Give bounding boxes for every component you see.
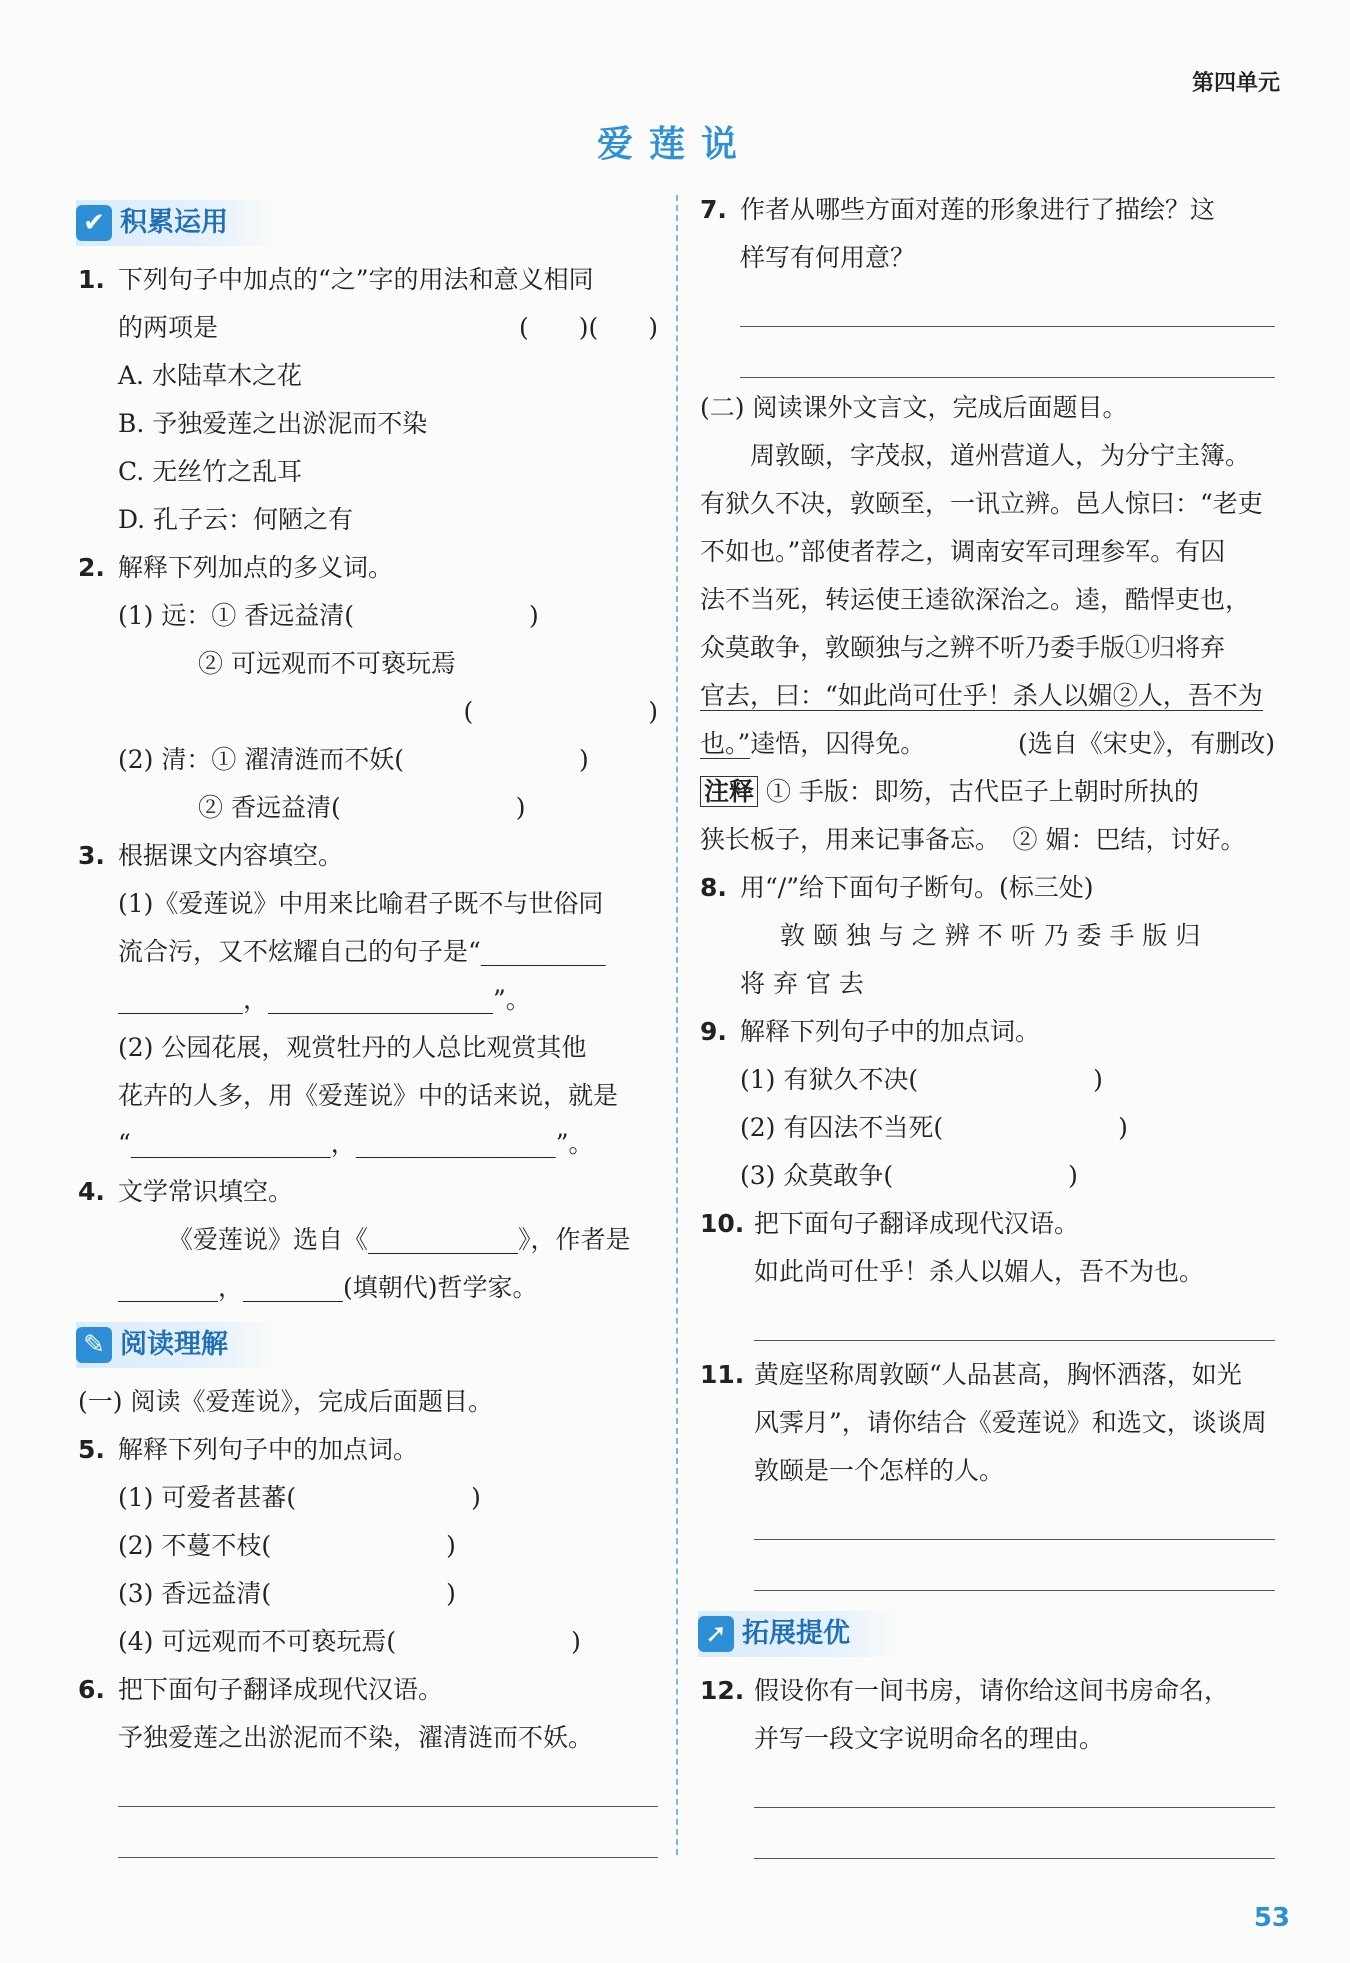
page-number: 53 <box>1253 1903 1290 1933</box>
left-column <box>78 196 658 1864</box>
question-text: 用“/”给下面句子断句。(标三处) <box>740 873 1094 902</box>
question-8 <box>700 864 1275 912</box>
question-text: 黄庭坚称周敦颐“人品甚高，胸怀洒落，如光 <box>754 1360 1242 1389</box>
q4-blank[interactable]: 《爱莲说》选自《____________》，作者是 <box>168 1225 631 1254</box>
q5-item[interactable]: (1) 可爱者甚蕃( ) <box>118 1483 481 1512</box>
question-text: 风霁月”，请你结合《爱莲说》和选文，谈谈周 <box>754 1408 1267 1437</box>
question-text: 把下面句子翻译成现代汉语。 <box>118 1675 444 1704</box>
q3-text: 花卉的人多，用《爱莲说》中的话来说，就是 <box>118 1081 619 1110</box>
answer-line[interactable] <box>754 1763 1275 1808</box>
answer-line[interactable] <box>740 282 1275 327</box>
question-5 <box>78 1426 658 1474</box>
question-number: 8. <box>700 873 727 902</box>
question-number: 10. <box>700 1209 745 1238</box>
question-number: 12. <box>700 1676 745 1705</box>
q4-blank[interactable]: ________，________(填朝代)哲学家。 <box>118 1273 538 1302</box>
source-citation: (选自《宋史》，有删改) <box>1017 729 1275 758</box>
section-label: 积累运用 <box>120 207 228 238</box>
question-text: 的两项是 <box>118 313 219 342</box>
question-number: 7. <box>700 195 727 224</box>
question-number: 1. <box>78 265 105 294</box>
question-3 <box>78 832 658 880</box>
passage-line: 不如也。”部使者荐之，调南安军司理参军。有囚 <box>700 537 1226 566</box>
q2-item: (1) 远：① 香远益清( ) <box>118 601 539 630</box>
q2-item: (2) 清：① 濯清涟而不妖( ) <box>118 745 589 774</box>
option-c: C. 无丝竹之乱耳 <box>118 457 303 486</box>
q5-item[interactable]: (2) 不蔓不枝( ) <box>118 1531 456 1560</box>
section-extension <box>698 1611 898 1657</box>
q3-blank[interactable]: __________，__________________”。 <box>118 985 531 1014</box>
q3-text: 流合污，又不炫耀自己的句子是“__________ <box>118 937 606 966</box>
question-text: 并写一段文字说明命名的理由。 <box>754 1724 1105 1753</box>
passage-line: 有狱久不决，敦颐至，一讯立辨。邑人惊曰：“老吏 <box>700 489 1263 518</box>
section-reading <box>76 1322 276 1368</box>
section-accumulate <box>76 200 276 246</box>
q9-item[interactable]: (1) 有狱久不决( ) <box>740 1065 1103 1094</box>
q3-blank[interactable]: “________________，________________”。 <box>118 1129 594 1158</box>
q6-sentence: 予独爱莲之出淤泥而不染，濯清涟而不妖。 <box>118 1723 594 1752</box>
underlined-sentence: 也。” <box>700 729 751 758</box>
question-text: 样写有何用意？ <box>740 243 916 272</box>
reading-instruction: (二) 阅读课外文言文，完成后面题目。 <box>700 393 1128 422</box>
question-text: 敦颐是一个怎样的人。 <box>754 1456 1005 1485</box>
option-a: A. 水陆草木之花 <box>118 361 302 390</box>
q8-sentence[interactable]: 敦 颐 独 与 之 辨 不 听 乃 委 手 版 归 <box>780 921 1201 950</box>
question-text: 根据课文内容填空。 <box>118 841 344 870</box>
answer-line[interactable] <box>754 1546 1275 1591</box>
section-label: 拓展提优 <box>742 1618 850 1649</box>
question-number: 5. <box>78 1435 105 1464</box>
question-number: 9. <box>700 1017 727 1046</box>
question-number: 3. <box>78 841 105 870</box>
q5-item[interactable]: (4) 可远观而不可亵玩焉( ) <box>118 1627 581 1656</box>
classical-passage <box>700 432 1275 864</box>
q3-text: (1)《爱莲说》中用来比喻君子既不与世俗同 <box>118 889 604 918</box>
option-d: D. 孔子云：何陋之有 <box>118 505 354 534</box>
answer-line[interactable] <box>740 333 1275 378</box>
question-11 <box>700 1351 1275 1495</box>
right-column <box>700 186 1275 1865</box>
q3-text: (2) 公园花展，观赏牡丹的人总比观赏其他 <box>118 1033 587 1062</box>
rocket-icon: ➚ <box>698 1616 734 1652</box>
answer-line[interactable] <box>118 1813 658 1858</box>
question-6 <box>78 1666 658 1714</box>
question-text: 作者从哪些方面对莲的形象进行了描绘？这 <box>740 195 1216 224</box>
question-12 <box>700 1667 1275 1763</box>
note-label: 注释 <box>700 776 758 807</box>
passage-line: 法不当死，转运使王逵欲深治之。逵，酷悍吏也， <box>700 585 1251 614</box>
q8-sentence[interactable]: 将 弃 官 去 <box>740 969 864 998</box>
question-number: 6. <box>78 1675 105 1704</box>
question-text: 解释下列加点的多义词。 <box>118 553 394 582</box>
question-text: 下列句子中加点的“之”字的用法和意义相同 <box>118 265 594 294</box>
section-label: 阅读理解 <box>120 1329 228 1360</box>
question-1 <box>78 256 658 352</box>
q5-item[interactable]: (3) 香远益清( ) <box>118 1579 456 1608</box>
question-number: 2. <box>78 553 105 582</box>
q2-item: ② 香远益清( ) <box>198 793 526 822</box>
underlined-sentence: 官去，曰：“如此尚可仕乎！杀人以媚②人，吾不为 <box>700 681 1263 710</box>
unit-label: 第四单元 <box>1191 71 1280 96</box>
note-text: 狭长板子，用来记事备忘。 ② 媚：巴结，讨好。 <box>700 825 1246 854</box>
question-text: 假设你有一间书房，请你给这间书房命名， <box>754 1676 1230 1705</box>
passage-line: 周敦颐，字茂叔，道州营道人，为分宁主簿。 <box>700 441 1251 470</box>
q9-item[interactable]: (2) 有囚法不当死( ) <box>740 1113 1128 1142</box>
pencil-icon: ✎ <box>76 1327 112 1363</box>
q9-item[interactable]: (3) 众莫敢争( ) <box>740 1161 1078 1190</box>
q2-item: ② 可远观而不可亵玩焉 <box>198 649 456 678</box>
check-icon: ✔ <box>76 205 112 241</box>
answer-line[interactable] <box>754 1495 1275 1540</box>
passage-line: 逵悟，囚得免。 <box>750 729 926 758</box>
answer-brackets[interactable]: ( )( ) <box>518 313 658 342</box>
answer-line[interactable] <box>754 1814 1275 1859</box>
note-text: ① 手版：即笏，古代臣子上朝时所执的 <box>765 777 1199 806</box>
passage-line: 众莫敢争，敦颐独与之辨不听乃委手版①归将弃 <box>700 633 1226 662</box>
answer-line[interactable] <box>754 1296 1275 1341</box>
column-divider <box>676 195 678 1855</box>
question-7 <box>700 186 1275 282</box>
question-4 <box>78 1168 658 1216</box>
question-9 <box>700 1008 1275 1056</box>
question-number: 4. <box>78 1177 105 1206</box>
question-text: 文学常识填空。 <box>118 1177 294 1206</box>
question-2 <box>78 544 658 592</box>
question-text: 解释下列句子中的加点词。 <box>740 1017 1041 1046</box>
page-title: 爱莲说 <box>596 124 753 165</box>
q2-blank[interactable]: ( ) <box>463 697 658 726</box>
question-number: 11. <box>700 1360 745 1389</box>
answer-line[interactable] <box>118 1762 658 1807</box>
question-10 <box>700 1200 1275 1248</box>
option-b: B. 予独爱莲之出淤泥而不染 <box>118 409 428 438</box>
question-text: 解释下列句子中的加点词。 <box>118 1435 419 1464</box>
question-text: 把下面句子翻译成现代汉语。 <box>754 1209 1080 1238</box>
q10-sentence: 如此尚可仕乎！杀人以媚人，吾不为也。 <box>754 1257 1205 1286</box>
reading-instruction: (一) 阅读《爱莲说》，完成后面题目。 <box>78 1387 493 1416</box>
